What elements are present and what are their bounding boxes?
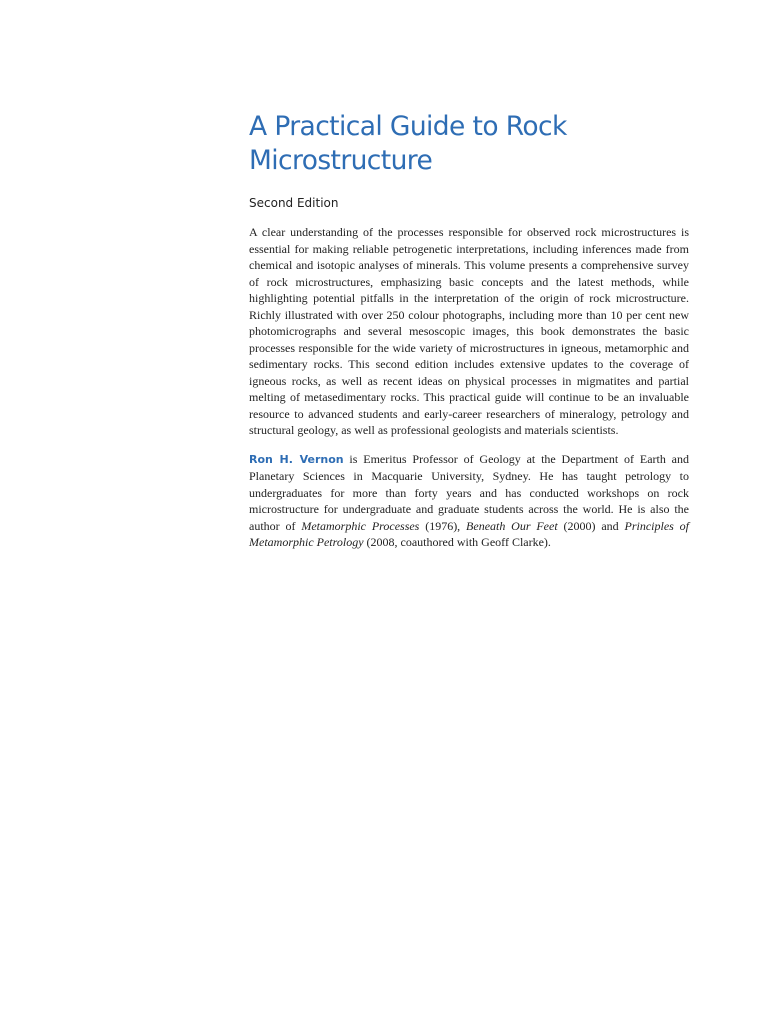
book-title <box>249 110 689 178</box>
book-title-line2: Microstructure <box>249 145 433 176</box>
author-bio <box>249 451 689 551</box>
author-bio-text-4: (2008, coauthored with Geoff Clarke). <box>363 535 551 549</box>
author-name: Ron H. Vernon <box>249 452 344 466</box>
author-book-1: Metamorphic Processes <box>301 518 420 533</box>
book-blurb-page <box>249 110 689 551</box>
book-title-line1: A Practical Guide to Rock <box>249 111 567 142</box>
author-book-2: Beneath Our Feet <box>466 518 558 533</box>
author-bio-text-1: is Emeritus Professor of Geology at the Department of Earth and Planetary Sciences in Macquarie University, Sydney. He has taught petrology to undergraduates for more than forty years and has conducted workshops on rock microstructure for undergraduate and graduate students across the world. He is also the author of <box>249 451 690 533</box>
edition-label: Second Edition <box>249 196 339 210</box>
author-book-3: Principles of Metamorphic Petrology <box>249 518 689 549</box>
author-bio-text-3: (2000) and <box>557 518 625 533</box>
book-description: A clear understanding of the processes responsible for observed rock microstructures is essential for making reliable petrogenetic interpretations, including inferences made from chemical and isotopic analyses of minerals. This volume presents a comprehensive survey of rock microstructures, emphasizing basic concepts and the latest methods, while highlighting potential pitfalls in the interpretation of the origin of rock microstructure. Richly illustrated with over 250 colour photographs, including more than 10 per cent new photomicrographs and several mesoscopic images, this book demonstrates the basic processes responsible for the wide variety of microstructures in igneous, metamorphic and sedimentary rocks. This second edition includes extensive updates to the coverage of igneous rocks, as well as recent ideas on physical processes in migmatites and partial melting of metasedimentary rocks. This practical guide will continue to be an invaluable resource to advanced students and early-career researchers of mineralogy, petrology and structural geology, as well as professional geologists and materials scientists. <box>249 225 689 437</box>
author-bio-text-2: (1976), <box>419 518 467 533</box>
